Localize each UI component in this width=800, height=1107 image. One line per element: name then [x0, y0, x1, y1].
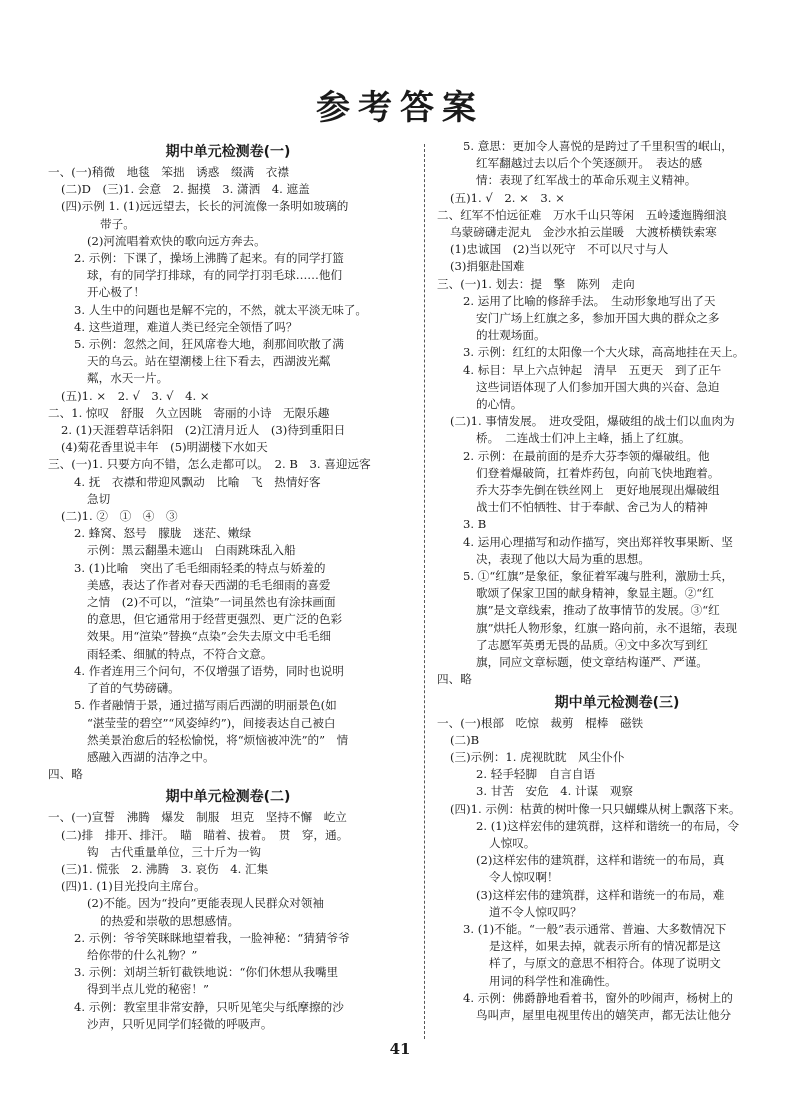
- answer-line: 是这样，如果去掉，就表示所有的情况都是这: [489, 939, 721, 954]
- section-title: 期中单元检测卷(二): [165, 789, 291, 806]
- answer-line: 给你带的什么礼物？”: [87, 947, 198, 962]
- answer-line: 然美景治愈后的轻松愉悦，将“烦恼被冲洗”的” 情: [87, 732, 349, 747]
- answer-line: “湛莹莹的碧空”“风姿绰约”)，间接表达自己被白: [87, 715, 336, 730]
- answer-line: 令人惊叹啊！: [489, 870, 559, 885]
- answer-line: 2. 示例：下课了，操场上沸腾了起来。有的同学打篮: [74, 251, 344, 266]
- page-number: 41: [389, 1040, 411, 1058]
- answer-line: 开心极了！: [87, 285, 145, 300]
- answer-line: 5. 作者融情于景，通过描写雨后西湖的明丽景色(如: [74, 698, 337, 713]
- answer-line: 旗”烘托人物形象，红旗一路向前，永不退缩，表现: [476, 620, 737, 635]
- answer-line: 2. 蜂窝、怒号 朦胧 迷茫、嫩绿: [74, 526, 252, 541]
- answer-line: 3. B: [463, 517, 487, 532]
- answer-line: 雨轻柔、细腻的特点，不符合文意。: [87, 646, 273, 661]
- section-title: 期中单元检测卷(一): [165, 144, 291, 160]
- answer-line: 4. 这些道理，难道人类已经完全领悟了吗？: [74, 319, 298, 334]
- answer-line: (二)D (三)1. 会意 2. 掘摸 3. 潇洒 4. 遮盖: [61, 182, 310, 197]
- answer-line: 旗，同应文章标题，使文章结构谨严、严谨。: [476, 655, 708, 670]
- answer-line: 样了，与原文的意思不相符合。体现了说明文: [489, 956, 721, 971]
- answer-line: (2)不能。因为“投向”更能表现人民群众对领袖: [87, 896, 324, 911]
- answer-line: 了志愿军英勇无畏的品质。④文中多次写到红: [476, 637, 708, 652]
- answer-line: 3. 人生中的问题也是解不完的，不然，就太平淡无味了。: [74, 302, 367, 317]
- answer-line: 球，有的同学打排球，有的同学打羽毛球……他们: [87, 268, 343, 283]
- answer-line: 的心情。: [476, 397, 523, 412]
- answer-line: (三)示例：1. 虎视眈眈 风尘仆仆: [450, 749, 625, 764]
- answer-line: 三、(一)1. 只要方向不错，怎么走都可以。 2. B 3. 喜迎远客: [48, 457, 371, 472]
- answer-line: 4. 运用心理描写和动作描写，突出郑祥牧事果断、坚: [463, 534, 733, 549]
- answer-line: 用词的科学性和准确性。: [489, 973, 617, 988]
- answer-line: 2. 示例：爷爷笑眯眯地望着我，一脸神秘：“猜猜爷爷: [74, 930, 350, 945]
- answer-line: 乔大芬李先倒在铁丝网上 更好地展现出爆破组: [476, 483, 720, 498]
- answer-line: 钩 古代重量单位，三十斤为一钩: [87, 844, 261, 859]
- answer-line: 鸟叫声，屋里电视里传出的嬉笑声，都无法让他分: [476, 1007, 732, 1022]
- answer-line: 4. 示例：教室里非常安静，只听见笔尖与纸摩擦的沙: [74, 999, 344, 1014]
- answer-line: 5. 意思：更加令人喜悦的是跨过了千里积雪的岷山，: [463, 139, 733, 153]
- answer-line: 情：表现了红军战士的革命乐观主义精神。: [476, 173, 697, 188]
- answer-line: (二)1. ② ① ④ ③: [61, 509, 178, 524]
- answer-line: (二)1. 事情发展。 进攻受阻，爆破组的战士们以血肉为: [450, 414, 735, 429]
- answer-line: (4)菊花香里说丰年 (5)明湖楼下水如天: [61, 440, 268, 455]
- answer-line: 二、红军不怕远征难 万水千山只等闲 五岭逶迤腾细浪: [437, 207, 727, 222]
- answer-line: 三、(一)1. 划去：提 擎 陈列 走向: [437, 276, 635, 291]
- answer-line: (1)忠诚国 (2)当以死守 不可以尺寸与人: [450, 242, 669, 257]
- answer-line: 4. 标目：早上六点钟起 清早 五更天 到了正午: [463, 362, 722, 377]
- answer-line: 2. 运用了比喻的修辞手法。 生动形象地写出了天: [463, 293, 716, 308]
- answer-line: 感融入西湖的洁净之中。: [87, 749, 215, 764]
- answer-line: 3. (1)比喻 突出了毛毛细雨轻柔的特点与娇羞的: [74, 560, 326, 575]
- page-title: 参考答案: [316, 88, 484, 128]
- answer-line: 桥。 二连战士们冲上主峰，插上了红旗。: [476, 431, 691, 446]
- answer-line: 战士们不怕牺牲、甘于奉献、舍己为人的精神: [476, 500, 708, 515]
- answer-line: (四)示例 1. (1)远远望去，长长的河流像一条明如玻璃的: [61, 199, 349, 214]
- answer-line: 安门广场上红旗之多，参加开国大典的群众之多: [476, 311, 720, 326]
- right-column: [437, 138, 797, 1024]
- answer-line: 急切: [87, 491, 111, 506]
- answer-line: 一、(一)宣誓 沸腾 爆发 制服 坦克 坚持不懈 屹立: [48, 810, 347, 825]
- answer-line: 二、1. 惊叹 舒服 久立因眺 寄丽的小诗 无限乐趣: [48, 405, 330, 420]
- answer-line: 一、(一)根部 吃惊 裁剪 棍棒 磁铁: [437, 715, 644, 730]
- answer-line: 4. 示例：佛爵静地看着书，窗外的吵闹声，杨树上的: [463, 990, 733, 1005]
- answer-line: 红军翻越过去以后个个笑逐颜开。 表达的感: [476, 156, 703, 171]
- answer-line: 3. 示例：红红的太阳像一个大火球，高高地挂在天上。: [463, 345, 745, 360]
- answer-line: 们登着爆破筒，扛着炸药包，向前飞快地跑着。: [476, 465, 720, 480]
- answer-line: 示例：黑云翻墨未遮山 白雨跳珠乱入船: [87, 543, 296, 558]
- answer-line: 四、略: [48, 767, 83, 782]
- answer-line: 3. (1)不能。“一般”表示通常、普遍、大多数情况下: [463, 921, 727, 936]
- answer-line: (二)B: [450, 732, 480, 747]
- answer-line: 3. 示例：刘胡兰斩钉截铁地说：“你们休想从我嘴里: [74, 965, 339, 980]
- answer-line: (3)捐躯赴国难: [450, 259, 525, 274]
- answer-line: 美感，表达了作者对春天西湖的毛毛细雨的喜爱: [87, 577, 331, 592]
- answer-line: 效果。用“渲染”替换“点染”会失去原文中毛毛细: [87, 629, 331, 644]
- answer-line: (四)1. 示例：枯黄的树叶像一只只蝴蝶从树上飘落下来。: [450, 801, 741, 816]
- answer-line: 2. 示例：在最前面的是乔大芬李领的爆破组。他: [463, 448, 710, 463]
- left-column: [48, 138, 408, 1033]
- answer-line: 2. 轻手轻脚 自言自语: [476, 767, 596, 782]
- answer-line: 一、(一)稍微 地毯 笨拙 诱惑 缀满 衣襟: [48, 165, 289, 179]
- answer-line: 了首的气势磅礴。: [87, 681, 180, 696]
- answer-line: 旗”是文章线索，推动了故事情节的发展。③“红: [476, 603, 720, 618]
- answer-line: 带子。: [100, 216, 135, 231]
- answer-line: 人惊叹。: [489, 835, 536, 850]
- answer-line: (二)排 排开、排汗。 瞄 瞄着、拔着。 贯 穿，通。: [61, 827, 349, 842]
- answer-line: 之情 (2)不可以，“渲染”一词虽然也有涂抹画面: [87, 595, 336, 610]
- answer-line: 四、略: [437, 672, 472, 687]
- answer-line: 得到半点儿党的秘密！”: [87, 982, 209, 997]
- answer-line: 5. ①“红旗”是象征，象征着军魂与胜利，激励士兵，: [463, 569, 734, 584]
- answer-line: 的热爱和崇敬的思想感情。: [100, 913, 240, 928]
- answer-line: (2)这样宏伟的建筑群，这样和谐统一的布局，真: [476, 853, 725, 868]
- answer-line: 歌颂了保家卫国的献身精神，象显主题。②“红: [476, 586, 714, 601]
- answer-line: (四)1. (1)目光投向主席台。: [61, 879, 206, 894]
- answer-line: 的壮观场面。: [476, 328, 546, 343]
- answer-line: 这些词语体现了人们参加开国大典的兴奋、急迫: [476, 379, 720, 394]
- answer-line: (五)1. × 2. √ 3. √ 4. ×: [61, 388, 210, 403]
- answer-line: (三)1. 慌张 2. 沸腾 3. 哀伤 4. 汇集: [61, 861, 269, 876]
- section-title: 期中单元检测卷(三): [554, 694, 680, 711]
- answer-line: 4. 作者连用三个问句，不仅增强了语势，同时也说明: [74, 663, 344, 678]
- answer-line: 乌蒙磅礴走泥丸 金沙水拍云崖暖 大渡桥横铁索寒: [450, 225, 717, 240]
- answer-line: 5. 示例：忽然之间，狂风席卷大地，刹那间吹散了满: [74, 337, 344, 352]
- answer-line: (五)1. √ 2. × 3. ×: [450, 190, 565, 205]
- answer-line: 2. (1)这样宏伟的建筑群，这样和谐统一的布局，令: [476, 818, 740, 833]
- answer-line: 3. 甘苦 安危 4. 计谋 观察: [476, 784, 634, 799]
- answer-line: 决，表现了他以大局为重的思想。: [476, 551, 650, 566]
- answer-line: 4. 抚 衣襟和带迎风飘动 比喻 飞 热情好客: [74, 474, 321, 489]
- answer-line: 2. (1)天涯碧草话斜阳 (2)江清月近人 (3)待到重阳日: [61, 423, 346, 438]
- answer-line: 沙声，只听见同学们轻微的呼吸声。: [87, 1016, 273, 1031]
- column-divider: [424, 144, 425, 1039]
- answer-line: 天的乌云。站在望潮楼上往下看去，西湖波光粼: [87, 354, 331, 369]
- answer-line: 道不令人惊叹吗？: [489, 904, 582, 919]
- answer-line: (3)这样宏伟的建筑群，这样和谐统一的布局，难: [476, 887, 725, 902]
- answer-line: 粼，水天一片。: [87, 371, 169, 386]
- answer-line: 的意思，但它通常用于经营更强烈、更广泛的色彩: [87, 612, 343, 627]
- answer-line: (2)河流唱着欢快的歌向远方奔去。: [87, 233, 266, 248]
